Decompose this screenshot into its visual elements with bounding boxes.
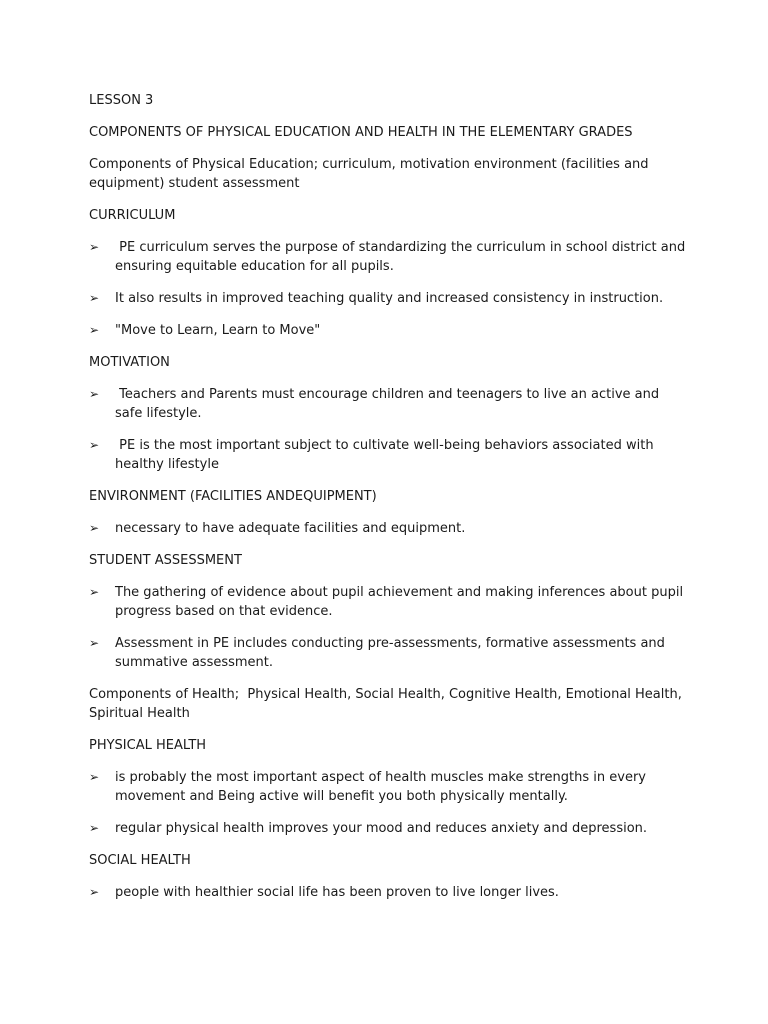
list-item-text: Assessment in PE includes conducting pre-assessments, formative assessments and summative assessment. [115,636,670,670]
section-heading-social-health: SOCIAL HEALTH [89,853,191,868]
intro-paragraph: Components of Physical Education; curriculum, motivation environment (facilities and equipment) student assessment [89,157,653,191]
list-item [89,385,689,423]
list-item [89,819,689,838]
list-item-text: is probably the most important aspect of health muscles make strengths in every movement and Being active will benefit you both physically mentally. [115,770,651,804]
arrow-bullet-icon: ➢ [89,438,100,452]
arrow-bullet-icon: ➢ [89,240,100,254]
arrow-bullet-icon: ➢ [89,821,100,835]
arrow-bullet-icon: ➢ [89,770,100,784]
section-heading-curriculum: CURRICULUM [89,208,176,223]
arrow-bullet-icon: ➢ [89,636,100,650]
list-item-text: Teachers and Parents must encourage children and teenagers to live an active and safe lifestyle. [115,387,664,421]
list-item [89,289,689,308]
list-item-text: "Move to Learn, Learn to Move" [115,323,321,338]
lesson-title: LESSON 3 [89,93,154,108]
arrow-bullet-icon: ➢ [89,291,100,305]
list-item [89,634,689,672]
list-item [89,583,689,621]
list-item [89,321,689,340]
list-item-text: PE is the most important subject to cultivate well-being behaviors associated with healthy lifestyle [115,438,658,472]
list-item [89,768,689,806]
lesson-subtitle: COMPONENTS OF PHYSICAL EDUCATION AND HEALTH IN THE ELEMENTARY GRADES [89,125,633,140]
list-item-text: It also results in improved teaching quality and increased consistency in instruction. [115,291,664,306]
arrow-bullet-icon: ➢ [89,885,100,899]
list-item [89,436,689,474]
arrow-bullet-icon: ➢ [89,521,100,535]
arrow-bullet-icon: ➢ [89,387,100,401]
list-item-text: PE curriculum serves the purpose of standardizing the curriculum in school district and ensuring equitable education for all pupils. [115,240,690,274]
health-intro-paragraph: Components of Health; Physical Health, Social Health, Cognitive Health, Emotional Health, Spiritual Health [89,687,686,721]
list-item [89,519,689,538]
section-heading-physical-health: PHYSICAL HEALTH [89,738,207,753]
list-item-text: regular physical health improves your mood and reduces anxiety and depression. [115,821,648,836]
section-heading-environment: ENVIRONMENT (FACILITIES ANDEQUIPMENT) [89,489,377,504]
document-content [89,91,689,915]
section-heading-student-assessment: STUDENT ASSESSMENT [89,553,242,568]
list-item-text: necessary to have adequate facilities and equipment. [115,521,466,536]
list-item-text: people with healthier social life has been proven to live longer lives. [115,885,559,900]
arrow-bullet-icon: ➢ [89,323,100,337]
list-item [89,883,689,902]
arrow-bullet-icon: ➢ [89,585,100,599]
list-item-text: The gathering of evidence about pupil achievement and making inferences about pupil progress based on that evidence. [115,585,688,619]
list-item [89,238,689,276]
section-heading-motivation: MOTIVATION [89,355,170,370]
